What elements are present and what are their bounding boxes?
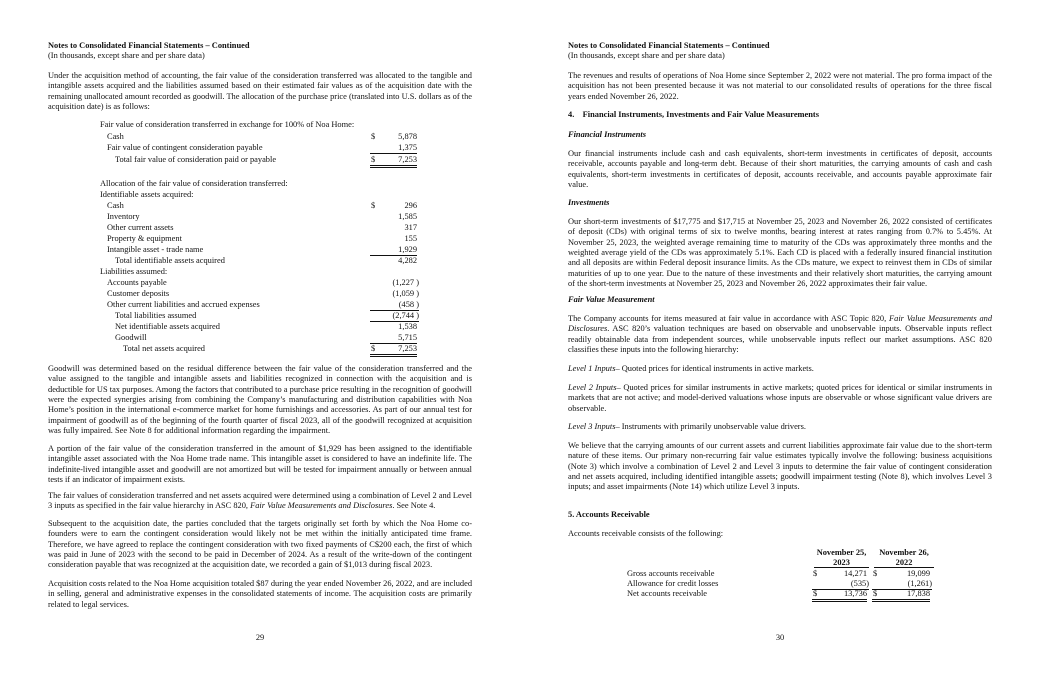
row-value: 5,715 <box>370 333 417 344</box>
row-value: 1,585 <box>398 212 417 221</box>
section-heading-5 <box>568 510 992 520</box>
subheading-investments <box>568 198 992 208</box>
paragraph-fair-values <box>48 491 472 512</box>
currency: $ <box>813 569 818 578</box>
section-label: Identifiable assets acquired: <box>100 190 194 199</box>
row-label: Cash <box>107 132 124 141</box>
row-value: 4,282 <box>398 256 417 265</box>
text: . See Note 4. <box>392 501 436 511</box>
row-value: (2,744 ) <box>370 311 419 322</box>
row-label: Property & equipment <box>107 234 182 243</box>
currency: $ <box>371 132 376 141</box>
currency: $ <box>873 589 878 598</box>
row-value: (458 ) <box>370 300 419 311</box>
row-value: (1,261) <box>872 579 932 590</box>
row-value: 7,253 <box>370 155 417 168</box>
level-label: Level 1 Inputs <box>568 364 616 373</box>
row-label: Allowance for credit losses <box>627 579 719 588</box>
header-title: Notes to Consolidated Financial Statements – Continued <box>48 41 250 50</box>
row-value: 5,878 <box>398 132 417 141</box>
row-label: Total net assets acquired <box>123 344 205 353</box>
table-title: Fair value of consideration transferred in exchange for 100% of Noa Home: <box>100 120 355 129</box>
currency: $ <box>813 589 818 598</box>
level-3-inputs <box>568 422 992 432</box>
section-label: Liabilities assumed: <box>100 267 168 276</box>
level-label: Level 3 Inputs <box>568 422 616 431</box>
ar-intro: Accounts receivable consists of the following: <box>568 529 724 538</box>
paragraph-intangible: A portion of the fair value of the consideration transferred in the amount of $1,929 has been assigned to the identifiable intangible asset associated with the Noa Home trade name. This intangible asset is considered to have an indefinite life. The indefinite-lived intangible asset and goodwill are not amortized but will be tested for impairment annually or between annual tests if an indicator of impairment exists. <box>48 444 472 485</box>
heading-text: Financial Instruments <box>568 130 646 139</box>
row-label: Goodwill <box>115 333 147 342</box>
row-value: (535) <box>812 579 869 590</box>
heading-text: Investments <box>568 198 610 207</box>
row-label: Accounts payable <box>107 278 167 287</box>
row-value: 317 <box>404 223 417 232</box>
row-value: (1,227 ) <box>392 278 419 287</box>
table-title: Allocation of the fair value of consideration transferred: <box>100 179 288 188</box>
paragraph-contingent: Subsequent to the acquisition date, the parties concluded that the targets originally set forth by which the Noa Home co-founders were to earn the contingent consideration would likely not be met within the initially anticipated time frame. Therefore, we have agreed to replace the contingent consideration with two fixed payments of C$200 each, the first of which was paid in June of 2023 with the second to be paid in December of 2024. As a result of the write-down of the contingent consideration payable that was recognized at the acquisition date, we recorded a gain of $1,013 during fiscal 2023. <box>48 519 472 570</box>
row-label: Gross accounts receivable <box>627 569 715 578</box>
column-header: November 25, 2023 <box>814 548 869 568</box>
level-text: – Quoted prices for identical instruments in active markets. <box>615 364 814 373</box>
row-value: 7,253 <box>370 344 417 357</box>
row-value: 296 <box>404 201 417 210</box>
row-label: Cash <box>107 201 124 210</box>
row-label: Total liabilities assumed <box>115 311 197 320</box>
section-heading-4 <box>568 110 992 120</box>
row-value: 1,929 <box>370 245 417 256</box>
paragraph-we-believe: We believe that the carrying amounts of our current assets and current liabilities approximate fair value due to the short-term nature of these items. Our primary non-recurring fair value estimates typically involve the following: business acquisitions (Note 3) which involve a combination of Level 2 and Level 3 inputs to determine the fair value of contingent consideration and net assets acquired, including identified intangible assets; goodwill impairment testing (Note 8), which involves Level 3 inputs; and asset impairments (Note 14) which utilize Level 3 inputs. <box>568 441 992 492</box>
subheading-financial-instruments <box>568 130 992 140</box>
row-label: Other current liabilities and accrued expenses <box>107 300 260 309</box>
heading-text: Fair Value Measurement <box>568 295 655 304</box>
row-label: Net identifiable assets acquired <box>115 322 220 331</box>
row-label: Total fair value of consideration paid or payable <box>115 155 277 164</box>
level-1-inputs <box>568 364 992 374</box>
paragraph-noa-results: The revenues and results of operations of Noa Home since September 2, 2022 were not material. The pro forma impact of the acquisition has not been presented because it was not material to our consolidated results of operations for the three fiscal years ended November 26, 2022. <box>568 71 992 101</box>
page-number: 30 <box>775 633 785 642</box>
row-label: Net accounts receivable <box>627 589 707 598</box>
row-value: (1,059 ) <box>392 289 419 298</box>
page-number: 29 <box>255 633 265 642</box>
row-value: 13,736 <box>812 589 867 602</box>
text-italic: Fair Value Measurements and Disclosures <box>250 501 393 511</box>
heading-text: 4. Financial Instruments, Investments and Fair Value Measurements <box>568 110 819 119</box>
paragraph-fair-value <box>568 314 992 355</box>
row-label: Other current assets <box>107 223 174 232</box>
level-text: – Quoted prices for similar instruments in active markets; quoted prices for identical or similar instruments in markets that are not active; and model-derived valuations whose inputs are observable or whose significant value drivers are observable. <box>568 383 993 413</box>
level-text: – Instruments with primarily unobservable value drivers. <box>615 422 806 431</box>
currency: $ <box>371 344 376 353</box>
row-value: 19,099 <box>906 569 930 578</box>
level-label: Level 2 Inputs <box>568 383 617 392</box>
row-label: Intangible asset - trade name <box>107 245 204 254</box>
row-value: 1,375 <box>370 143 417 154</box>
row-label: Total identifiable assets acquired <box>115 256 225 265</box>
currency: $ <box>371 201 376 210</box>
text: The fair values of consideration transferred and net assets acquired were determined using a combination of Level 2 and Level 3 inputs as specified in the fair value hierarchy in ASC 820, <box>48 491 472 511</box>
page-subheader: (In thousands, except share and per share data) <box>568 51 725 60</box>
row-value: 14,271 <box>843 569 867 578</box>
row-label: Customer deposits <box>107 289 170 298</box>
row-value: 1,538 <box>398 322 417 331</box>
text: The Company accounts for items measured at fair value in accordance with ASC Topic 820, <box>568 314 890 323</box>
row-label: Fair value of contingent consideration payable <box>107 143 263 152</box>
row-value: 155 <box>404 234 417 243</box>
page-header <box>48 41 472 51</box>
paragraph-goodwill: Goodwill was determined based on the residual difference between the fair value of the consideration transferred and the value assigned to the tangible and intangible assets and liabilities recognized in connection with the acquisition and is deductible for US tax purposes. Among the factors that contributed to a purchase price resulting in the recognition of goodwill were the expected synergies arising from combining the Company’s manufacturing and distribution capabilities with Noa Home’s position in the international e-commerce market for home furnishings and accessories. As part of our annual test for impairment of goodwill as of the beginning of the fourth quarter of fiscal 2023, all of the goodwill recognized at acquisition was fully impaired. See Note 8 for additional information regarding the impairment. <box>48 364 472 436</box>
currency: $ <box>371 155 376 164</box>
heading-text: 5. Accounts Receivable <box>568 510 650 519</box>
paragraph-acquisition-method: Under the acquisition method of accounting, the fair value of the consideration transferred was allocated to the tangible and intangible assets acquired and the liabilities assumed based on their estimated fair values as of the acquisition date with the remaining unallocated amount recorded as goodwill. The allocation of the purchase price (translated into U.S. dollars as of the acquisition date) is as follows: <box>48 71 472 112</box>
row-value: 17,838 <box>872 589 930 602</box>
page-subheader: (In thousands, except share and per share data) <box>48 51 205 60</box>
paragraph-financial-instruments: Our financial instruments include cash and cash equivalents, short-term investments in certificates of deposit, accounts receivable, accounts payable and long-term debt. Because of their short maturities, the carrying amounts of cash and cash equivalents, short-term investments in certificates of deposit, accounts receivable, and accounts payable approximate fair value. <box>568 149 992 190</box>
level-2-inputs <box>568 383 992 414</box>
page-header <box>568 41 992 51</box>
currency: $ <box>873 569 878 578</box>
text: . ASC 820’s valuation techniques are based on observable and unobservable inputs. Observable inputs reflect readily obtainable data from independent sources, while unobservable inputs reflect our market assumptions. ASC 820 classifies these inputs into the following hierarchy: <box>568 324 992 355</box>
paragraph-acquisition-costs: Acquisition costs related to the Noa Home acquisition totaled $87 during the year ended November 26, 2022, and are included in selling, general and administrative expenses in the consolidated statements of income. The acquisition costs are primarily related to legal services. <box>48 579 472 609</box>
column-header: November 26, 2022 <box>874 548 934 568</box>
subheading-fair-value <box>568 295 992 305</box>
paragraph-investments: Our short-term investments of $17,775 and $17,715 at November 25, 2023 and November 26, 2022 consisted of certificates of deposit (CDs) with original terms of six to twelve months, bearing interest at rates ranging from 0.7% to 5.45%. At November 25, 2023, the weighted average remaining time to maturity of the CDs was approximately three months and the weighted average yield of the CDs was approximately 5.1%. Each CD is placed with a federally insured financial institution and all deposits are within Federal deposit insurance limits. As the CDs mature, we expect to reinvest them in CDs of similar maturities of up to one year. Due to the nature of these investments and their relatively short maturities, the carrying amount of the short-term investments at November 25, 2023 and November 26, 2022 approximates their fair value. <box>568 217 992 289</box>
text-italic: Fair Value Measurements and Disclosures <box>568 314 993 334</box>
header-title: Notes to Consolidated Financial Statements – Continued <box>568 41 770 50</box>
row-label: Inventory <box>107 212 140 221</box>
